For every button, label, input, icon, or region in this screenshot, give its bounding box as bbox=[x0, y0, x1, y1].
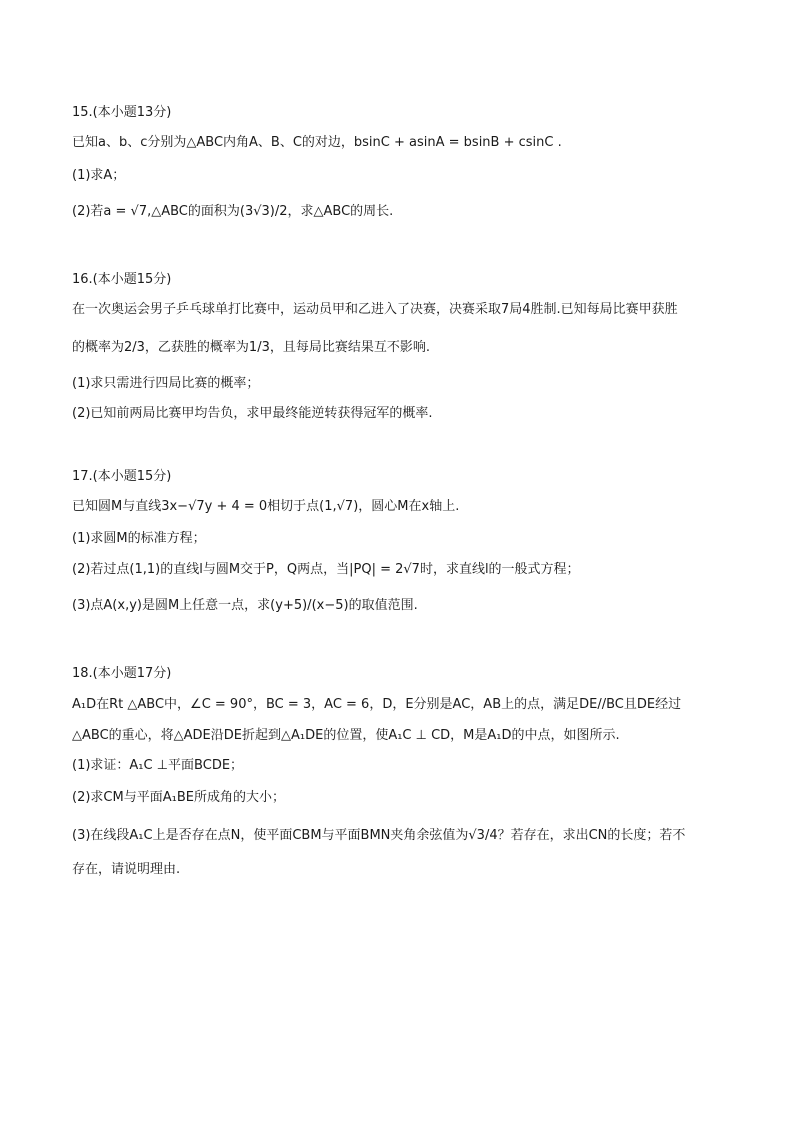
problem-statement-cont: △ABC的重心，将△ADE沿DE折起到△A₁DE的位置，使A₁C ⊥ CD，M是A₁D的中点，如图所示. bbox=[72, 728, 620, 743]
problem-statement: 已知圆M与直线3x−√7y + 4 = 0相切于点(1,√7)，圆心M在x轴上. bbox=[72, 499, 460, 514]
question-part-2: (2)若过点(1,1)的直线l与圆M交于P，Q两点，当|PQ| = 2√7时，求直线l的一般式方程； bbox=[72, 562, 580, 577]
problem-header: 18.(本小题17分) bbox=[72, 666, 172, 681]
problem-statement-cont: 的概率为2/3，乙获胜的概率为1/3，且每局比赛结果互不影响. bbox=[72, 340, 430, 355]
problem-statement: A₁D在Rt △ABC中，∠C = 90°，BC = 3，AC = 6，D，E分别是AC，AB上的点，满足DE//BC且DE经过 bbox=[72, 697, 682, 712]
problem-statement: 已知a、b、c分别为△ABC内角A、B、C的对边，bsinC + asinA = bsinB + csinC . bbox=[72, 135, 562, 150]
question-part-1: (1)求证：A₁C ⊥平面BCDE； bbox=[72, 758, 244, 773]
question-part-3: (3)在线段A₁C上是否存在点N，使平面CBM与平面BMN夹角余弦值为√3/4？若存在，求出CN的长度；若不 bbox=[72, 828, 686, 843]
problem-header: 17.(本小题15分) bbox=[72, 469, 172, 484]
question-part-1: (1)求只需进行四局比赛的概率； bbox=[72, 376, 260, 391]
question-part-1: (1)求A； bbox=[72, 168, 126, 183]
problem-header: 15.(本小题13分) bbox=[72, 105, 172, 120]
problem-statement: 在一次奥运会男子乒乓球单打比赛中，运动员甲和乙进入了决赛，决赛采取7局4胜制.已知每局比赛甲获胜 bbox=[72, 302, 678, 317]
question-part-3-cont: 存在，请说明理由. bbox=[72, 862, 181, 877]
question-part-2: (2)已知前两局比赛甲均告负，求甲最终能逆转获得冠军的概率. bbox=[72, 406, 433, 421]
question-part-3: (3)点A(x,y)是圆M上任意一点，求(y+5)/(x−5)的取值范围. bbox=[72, 598, 418, 613]
question-part-2: (2)若a = √7,△ABC的面积为(3√3)/2，求△ABC的周长. bbox=[72, 204, 394, 219]
question-part-1: (1)求圆M的标准方程； bbox=[72, 531, 206, 546]
problem-header: 16.(本小题15分) bbox=[72, 272, 172, 287]
question-part-2: (2)求CM与平面A₁BE所成角的大小； bbox=[72, 790, 285, 805]
